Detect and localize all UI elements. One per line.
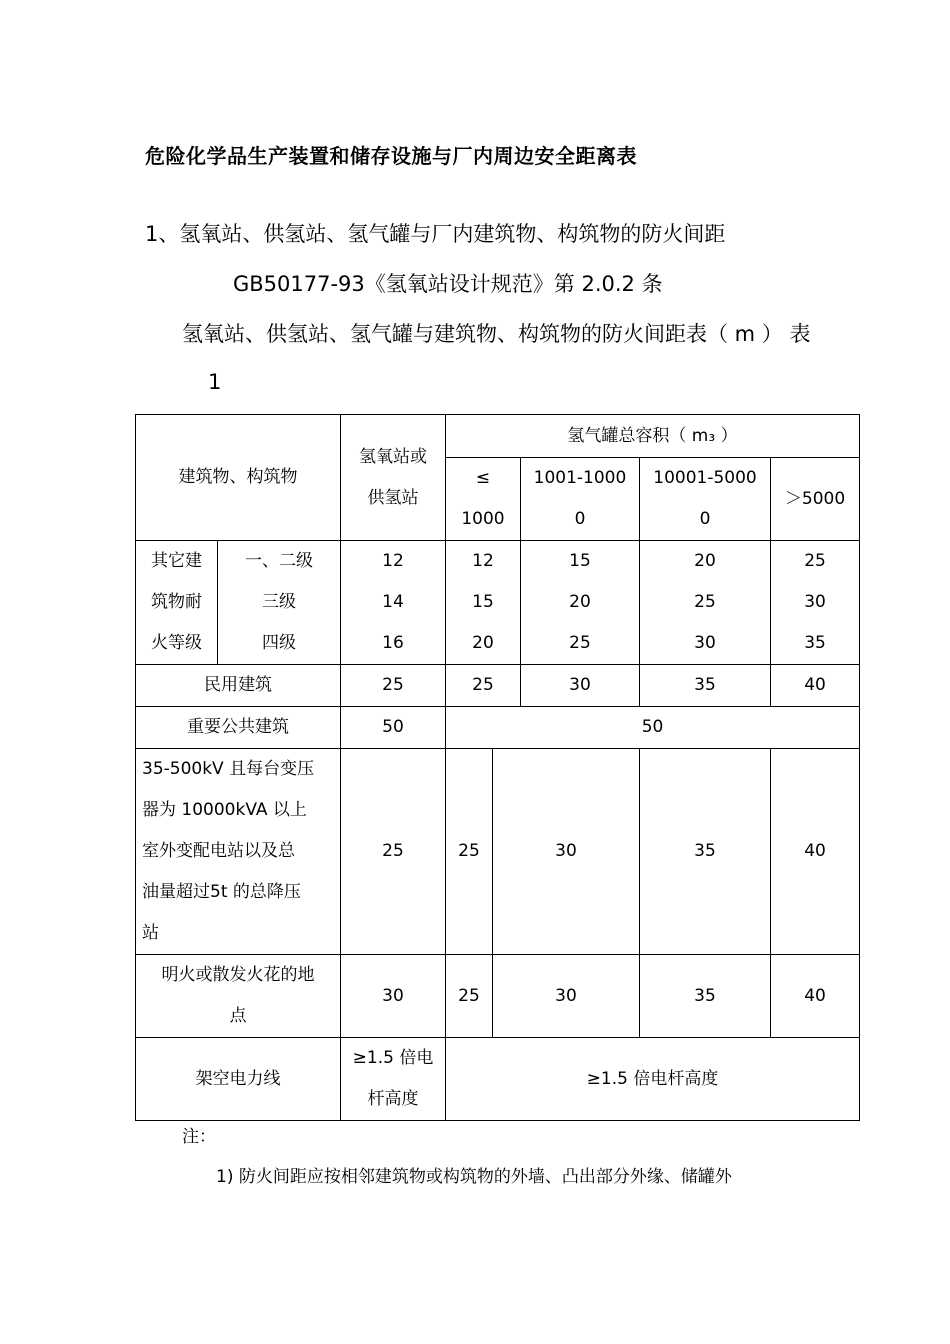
- cell-gt50000: 40: [771, 665, 860, 707]
- cell-tank-all: 50: [446, 707, 860, 749]
- table-caption-number: 1: [208, 370, 222, 394]
- cell-le1000: 25: [446, 955, 493, 1038]
- cell-station: 50: [341, 707, 446, 749]
- table-row: [136, 749, 860, 955]
- header-col-1001-10000: 1001-1000 0: [521, 458, 640, 541]
- cell-station: 25: [341, 665, 446, 707]
- cell-1001-10000: 30: [493, 955, 640, 1038]
- row-label-open-fire: 明火或散发火花的地 点: [136, 955, 341, 1038]
- row-label-civil: 民用建筑: [136, 665, 341, 707]
- cell-le1000: 12 15 20: [446, 541, 521, 665]
- cell-station: 12 14 16: [341, 541, 446, 665]
- cell-1001-10000: 30: [521, 665, 640, 707]
- standard-reference: GB50177-93《氢氧站设计规范》第 2.0.2 条: [233, 272, 663, 296]
- header-col-gt50000: ＞5000: [771, 458, 860, 541]
- header-row-1: [136, 415, 860, 458]
- cell-station: 25: [341, 749, 446, 955]
- table-row: [136, 707, 860, 749]
- cell-1001-10000: 30: [493, 749, 640, 955]
- cell-1001-10000: 15 20 25: [521, 541, 640, 665]
- cell-10001-50000: 35: [640, 955, 771, 1038]
- section-heading: 1、氢氧站、供氢站、氢气罐与厂内建筑物、构筑物的防火间距: [145, 222, 726, 246]
- cell-gt50000: 40: [771, 749, 860, 955]
- header-station: 氢氧站或 供氢站: [341, 415, 446, 541]
- table-row: [136, 541, 860, 665]
- header-tank-volume: 氢气罐总容积（ m₃ ）: [446, 415, 860, 458]
- header-col-le1000: ≤ 1000: [446, 458, 521, 541]
- cell-gt50000: 40: [771, 955, 860, 1038]
- fire-rating-grades: 一、二级 三级 四级: [218, 541, 341, 665]
- fire-distance-table: [135, 414, 860, 1121]
- header-col-10001-50000: 10001-5000 0: [640, 458, 771, 541]
- cell-le1000: 25: [446, 749, 493, 955]
- table-caption: 氢氧站、供氢站、氢气罐与建筑物、构筑物的防火间距表（ m ） 表: [182, 322, 811, 346]
- page-title: 危险化学品生产装置和储存设施与厂内周边安全距离表: [145, 144, 637, 168]
- header-building: 建筑物、构筑物: [136, 415, 341, 541]
- note-item-1: 1) 防火间距应按相邻建筑物或构筑物的外墙、凸出部分外缘、储罐外: [216, 1167, 732, 1187]
- cell-le1000: 25: [446, 665, 521, 707]
- fire-rating-label: 其它建 筑物耐 火等级: [136, 541, 218, 665]
- cell-10001-50000: 20 25 30: [640, 541, 771, 665]
- cell-10001-50000: 35: [640, 665, 771, 707]
- table-row: [136, 1038, 860, 1121]
- row-label-public: 重要公共建筑: [136, 707, 341, 749]
- cell-station: 30: [341, 955, 446, 1038]
- notes-label: 注：: [182, 1127, 216, 1147]
- row-label-substation: 35-500kV 且每台变压 器为 10000kVA 以上 室外变配电站以及总 油量超过5t 的总降压 站: [136, 749, 341, 955]
- row-label-powerline: 架空电力线: [136, 1038, 341, 1121]
- cell-10001-50000: 35: [640, 749, 771, 955]
- table-row: [136, 955, 860, 1038]
- cell-station: ≥1.5 倍电 杆高度: [341, 1038, 446, 1121]
- cell-gt50000: 25 30 35: [771, 541, 860, 665]
- table-row: [136, 665, 860, 707]
- cell-tank-all: ≥1.5 倍电杆高度: [446, 1038, 860, 1121]
